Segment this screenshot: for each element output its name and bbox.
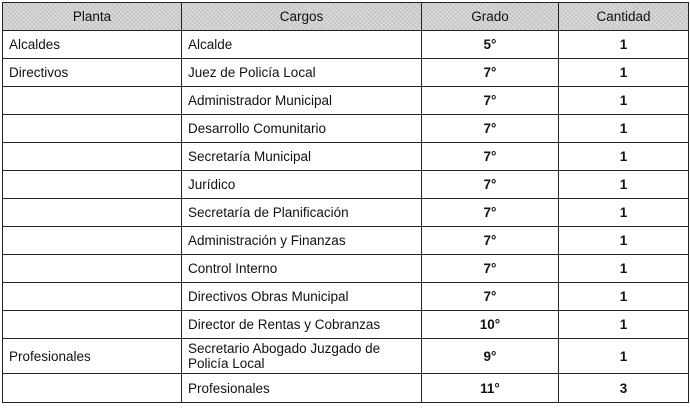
- cell-grado: 7°: [422, 283, 559, 311]
- cell-cargo: Secretaría de Planificación: [182, 199, 422, 227]
- cell-grado: 7°: [422, 59, 559, 87]
- header-cargos: Cargos: [182, 3, 422, 31]
- table-row: [3, 171, 689, 199]
- cell-planta: Alcaldes: [3, 31, 182, 59]
- cell-planta: Profesionales: [3, 339, 182, 374]
- cell-cantidad: 1: [559, 115, 689, 143]
- table-row: [3, 199, 689, 227]
- cell-cargo: Control Interno: [182, 255, 422, 283]
- cell-planta: [3, 171, 182, 199]
- cell-planta: Directivos: [3, 59, 182, 87]
- cell-cargo: Administración y Finanzas: [182, 227, 422, 255]
- cell-grado: 10°: [422, 311, 559, 339]
- cell-cargo: Secretario Abogado Juzgado de Policía Local: [182, 339, 422, 374]
- cell-grado: 9°: [422, 339, 559, 374]
- cell-grado: 5°: [422, 31, 559, 59]
- cell-planta: [3, 115, 182, 143]
- cell-cantidad: 1: [559, 227, 689, 255]
- cell-cargo: Desarrollo Comunitario: [182, 115, 422, 143]
- cell-cantidad: 1: [559, 283, 689, 311]
- cell-grado: 7°: [422, 255, 559, 283]
- table-row: [3, 31, 689, 59]
- table-row: [3, 283, 689, 311]
- cell-grado: 7°: [422, 171, 559, 199]
- cell-cantidad: 1: [559, 311, 689, 339]
- cell-cargo: Directivos Obras Municipal: [182, 283, 422, 311]
- table-row: [3, 374, 689, 403]
- cell-planta: [3, 87, 182, 115]
- cell-grado: 7°: [422, 143, 559, 171]
- cell-cargo: Secretaría Municipal: [182, 143, 422, 171]
- table-body: [3, 31, 689, 403]
- cell-cantidad: 1: [559, 31, 689, 59]
- cell-cantidad: 1: [559, 87, 689, 115]
- cargos-table: [2, 2, 689, 403]
- header-planta: Planta: [3, 3, 182, 31]
- cell-cargo: Juez de Policía Local: [182, 59, 422, 87]
- cell-planta: [3, 255, 182, 283]
- cell-cantidad: 1: [559, 255, 689, 283]
- cell-cantidad: 1: [559, 339, 689, 374]
- cell-planta: [3, 227, 182, 255]
- cell-cantidad: 1: [559, 143, 689, 171]
- cell-planta: [3, 283, 182, 311]
- cell-cargo: Director de Rentas y Cobranzas: [182, 311, 422, 339]
- cell-grado: 11°: [422, 374, 559, 403]
- cell-grado: 7°: [422, 199, 559, 227]
- cell-grado: 7°: [422, 115, 559, 143]
- table-row: [3, 143, 689, 171]
- cell-cargo: Profesionales: [182, 374, 422, 403]
- header-grado: Grado: [422, 3, 559, 31]
- table-row: [3, 87, 689, 115]
- cell-cantidad: 1: [559, 171, 689, 199]
- cell-planta: [3, 199, 182, 227]
- cell-planta: [3, 143, 182, 171]
- table-row: [3, 311, 689, 339]
- table-row: [3, 255, 689, 283]
- cell-planta: [3, 374, 182, 403]
- header-cantidad: Cantidad: [559, 3, 689, 31]
- cell-grado: 7°: [422, 227, 559, 255]
- cell-cargo: Alcalde: [182, 31, 422, 59]
- header-row: [3, 3, 689, 31]
- cell-cargo: Administrador Municipal: [182, 87, 422, 115]
- cell-grado: 7°: [422, 87, 559, 115]
- table-row: [3, 339, 689, 374]
- cell-planta: [3, 311, 182, 339]
- table-row: [3, 227, 689, 255]
- cell-cargo: Jurídico: [182, 171, 422, 199]
- table-header: [3, 3, 689, 31]
- cell-cantidad: 1: [559, 59, 689, 87]
- cell-cantidad: 3: [559, 374, 689, 403]
- cell-cantidad: 1: [559, 199, 689, 227]
- table-row: [3, 115, 689, 143]
- table-row: [3, 59, 689, 87]
